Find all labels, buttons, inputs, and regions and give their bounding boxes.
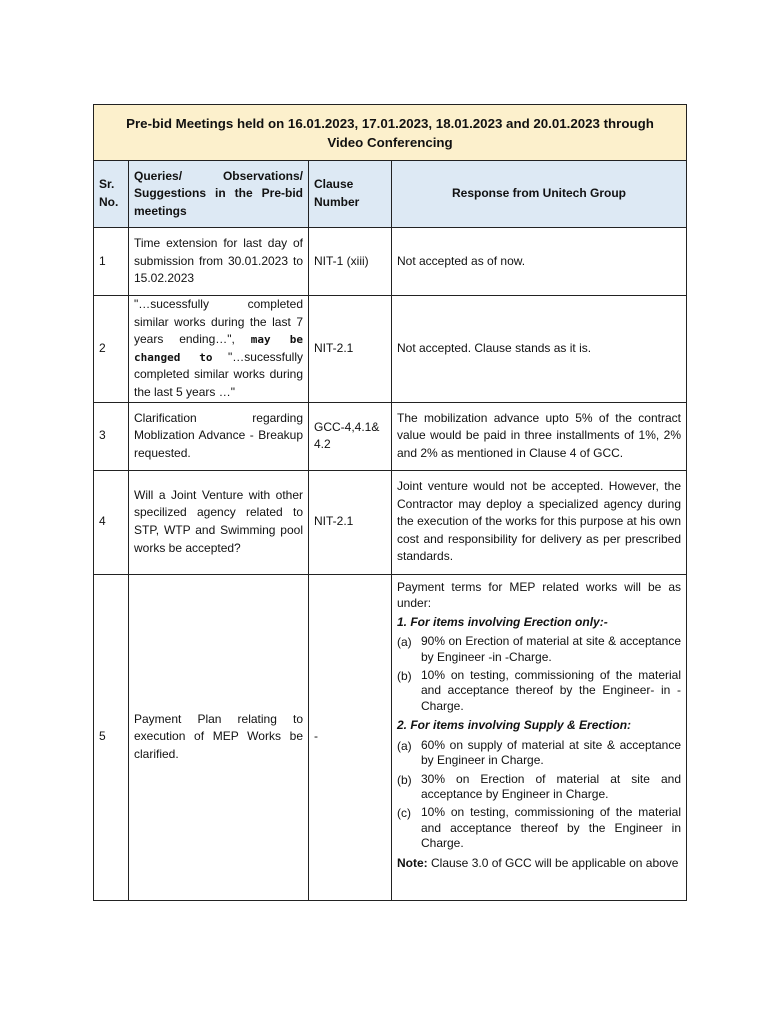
- row-response: The mobilization advance upto 5% of the contract value would be paid in three installments of 1%, 2% and 2% as mentioned in Clause 4 of GCC.: [392, 402, 687, 470]
- row-clause: NIT-2.1: [309, 470, 392, 574]
- list-text: 90% on Erection of material at site & acceptance by Engineer -in -Charge.: [421, 634, 681, 664]
- row-query: Time extension for last day of submission from 30.01.2023 to 15.02.2023: [129, 228, 309, 296]
- table-row: [94, 228, 687, 296]
- list-marker: (b): [397, 772, 412, 787]
- table-row: [94, 574, 687, 900]
- prebid-queries-table: [93, 104, 687, 901]
- row-clause: GCC-4,4.1&4.2: [309, 402, 392, 470]
- table-row: [94, 470, 687, 574]
- table-row: [94, 296, 687, 403]
- row-query: Will a Joint Venture with other specilized agency related to STP, WTP and Swimming pool works be accepted?: [129, 470, 309, 574]
- section-heading-supply-erection: 2. For items involving Supply & Erection:: [397, 718, 632, 733]
- header-sr-no: Sr. No.: [94, 161, 129, 228]
- list-marker: (a): [397, 635, 412, 650]
- row-sr-no: 5: [94, 574, 129, 900]
- query-text-emphasis: may be changed to: [134, 333, 303, 364]
- list-marker: (c): [397, 806, 411, 821]
- row-sr-no: 4: [94, 470, 129, 574]
- row-sr-no: 2: [94, 296, 129, 403]
- list-text: 30% on Erection of material at site and acceptance by Engineer in Charge.: [421, 771, 681, 801]
- row-response: Not accepted. Clause stands as it is.: [392, 296, 687, 403]
- row-sr-no: 1: [94, 228, 129, 296]
- list-marker: (a): [397, 738, 412, 753]
- query-text-part2: "…sucessfully completed similar works during the last 5 years …": [134, 349, 303, 399]
- row-clause: -: [309, 574, 392, 900]
- header-response: Response from Unitech Group: [392, 161, 687, 228]
- list-text: 60% on supply of material at site & acceptance by Engineer in Charge.: [421, 737, 681, 768]
- table-title: Pre-bid Meetings held on 16.01.2023, 17.01.2023, 18.01.2023 and 20.01.2023 through Video Conferencing: [94, 105, 687, 161]
- row-response: [392, 574, 687, 900]
- note-line: [397, 855, 681, 873]
- row-clause: NIT-1 (xiii): [309, 228, 392, 296]
- header-queries: Queries/ Observations/ Suggestions in the Pre-bid meetings: [129, 161, 309, 228]
- list-text: 10% on testing, commissioning of the material and acceptance thereof by the Engineer- in -Charge.: [421, 667, 681, 713]
- title-row: [94, 105, 687, 161]
- list-item: [397, 668, 681, 714]
- row-query: [129, 296, 309, 403]
- list-marker: (b): [397, 668, 412, 683]
- row-sr-no: 3: [94, 402, 129, 470]
- list-text: 10% on testing, commissioning of the material and acceptance thereof by the Engineer in Charge.: [421, 805, 681, 851]
- query-text-part1: "…sucessfully completed similar works during the last 7 years ending…",: [134, 297, 303, 347]
- list-item: [397, 805, 681, 851]
- table-row: [94, 402, 687, 470]
- note-text: Clause 3.0 of GCC will be applicable on above: [427, 855, 679, 870]
- list-item: [397, 772, 681, 803]
- header-row: [94, 161, 687, 228]
- note-label: Note:: [397, 855, 428, 870]
- list-item: [397, 738, 681, 769]
- row-response: Not accepted as of now.: [392, 228, 687, 296]
- section-heading-erection-only: 1. For items involving Erection only:-: [397, 614, 608, 629]
- list-item: [397, 634, 681, 665]
- row-clause: NIT-2.1: [309, 296, 392, 403]
- row-query: Clarification regarding Moblization Advance - Breakup requested.: [129, 402, 309, 470]
- header-clause-number: Clause Number: [309, 161, 392, 228]
- row-query: Payment Plan relating to execution of MEP Works be clarified.: [129, 574, 309, 900]
- response-intro: Payment terms for MEP related works will be as under:: [397, 579, 681, 610]
- row-response: Joint venture would not be accepted. However, the Contractor may deploy a specialized agency during the execution of the works for this purpose at his own cost and responsibility for delivery as per prescribed standards.: [392, 470, 687, 574]
